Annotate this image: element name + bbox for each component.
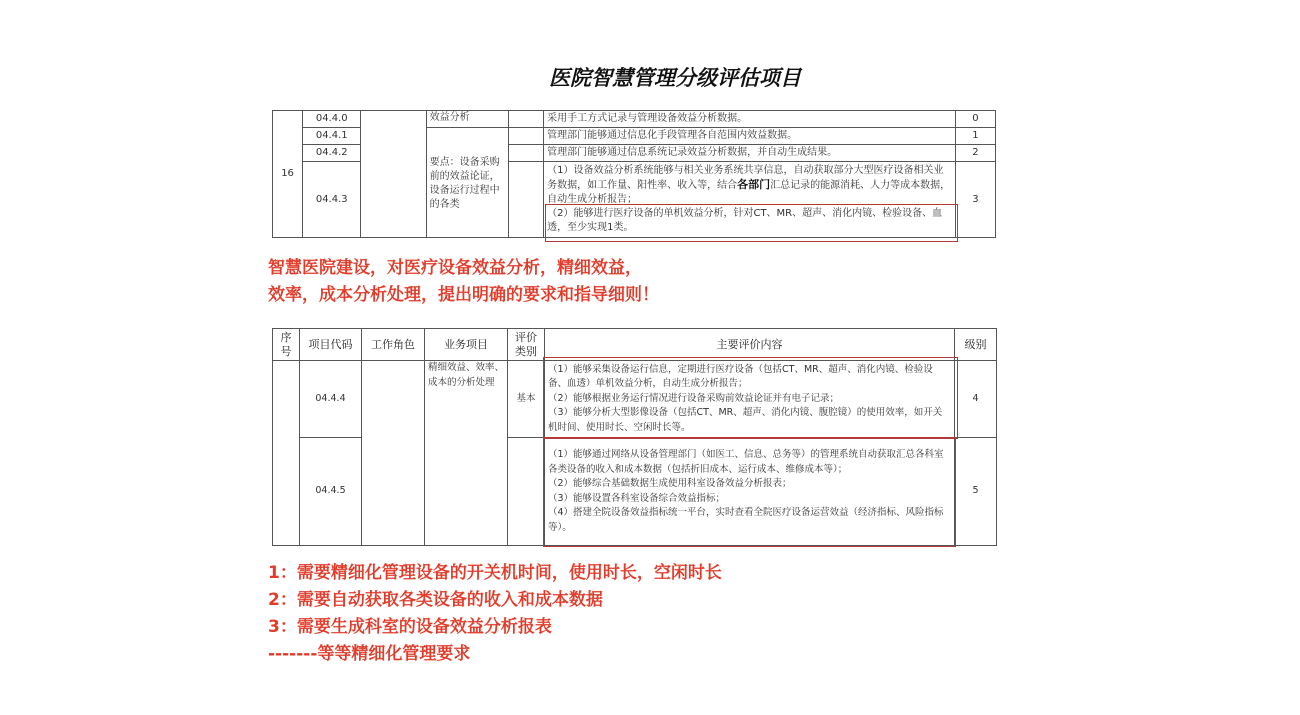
note-line: 3：需要生成科室的设备效益分析报表 — [268, 617, 552, 637]
business-cell: 精细效益、效率、成本的分析处理 — [425, 361, 508, 546]
level-cell: 2 — [955, 145, 995, 162]
page-title: 医院智慧管理分级评估项目 — [549, 66, 801, 90]
level-cell: 0 — [955, 111, 995, 128]
eval-type-cell — [508, 145, 543, 162]
level-cell: 5 — [955, 438, 997, 546]
content-item2: （2）能够进行医疗设备的单机效益分析，针对CT、MR、超声、消化内镜、检验设备、血透，至少实现1类。 — [547, 208, 943, 233]
code-cell: 04.4.4 — [300, 361, 362, 438]
content-cell — [544, 162, 956, 238]
content-item: （1）能够采集设备运行信息，定期进行医疗设备（包括CT、MR、超声、消化内镜、检验设备、血透）单机效益分析，自动生成分析报告； — [548, 363, 933, 390]
code-cell: 04.4.2 — [303, 145, 361, 162]
content-cell: 管理部门能够通过信息系统记录效益分析数据，并自动生成结果。 — [544, 145, 956, 162]
seq-cell: 16 — [273, 111, 303, 238]
header-seq: 序号 — [273, 329, 300, 361]
content-part2: 汇总记录的能源消耗、人力等成本数据，自动生成分析报告； — [547, 180, 951, 205]
header-code: 项目代码 — [300, 329, 362, 361]
content-cell: 采用手工方式记录与管理设备效益分析数据。 — [544, 111, 956, 128]
requirement-cell: 要点：设备采购前的效益论证，设备运行过程中的各类 — [426, 128, 508, 238]
highlight-text: 各部门 — [737, 178, 771, 191]
level-cell: 1 — [955, 128, 995, 145]
content-item: （3）能够分析大型影像设备（包括CT、MR、超声、消化内镜、腹腔镜）的使用效率，如开关机时间、使用时长、空闲时长等。 — [548, 407, 943, 433]
seq-cell — [273, 361, 300, 546]
note-line: 效率，成本分析处理，提出明确的要求和指导细则！ — [268, 285, 659, 305]
note-line: 智慧医院建设，对医疗设备效益分析，精细效益， — [268, 258, 642, 278]
role-cell — [362, 361, 425, 546]
content-part1: （1）设备效益分析系统能够与相关业务系统共享信息，自动获取部分大型医疗设备相关业务数据，如工作量、阳性率、收入等，结合 — [547, 165, 944, 191]
header-level: 级别 — [955, 329, 997, 361]
content-cell — [545, 361, 955, 438]
header-business: 业务项目 — [425, 329, 508, 361]
note-line: 2：需要自动获取各类设备的收入和成本数据 — [268, 590, 603, 610]
note-line: -------等等精细化管理要求 — [268, 644, 471, 664]
header-eval-type: 评价类别 — [508, 329, 545, 361]
code-cell: 04.4.3 — [303, 162, 361, 238]
code-cell: 04.4.1 — [303, 128, 361, 145]
content-item: （3）能够设置各科室设备综合效益指标； — [548, 492, 726, 504]
content-item: （1）能够通过网络从设备管理部门（如医工、信息、总务等）的管理系统自动获取汇总各科室各类设备的收入和成本数据（包括折旧成本、运行成本、维修成本等）； — [548, 449, 944, 475]
bottom-evaluation-table — [272, 328, 997, 546]
header-role: 工作角色 — [362, 329, 425, 361]
top-evaluation-table — [272, 110, 996, 238]
eval-type-cell — [508, 162, 543, 238]
content-cell: 管理部门能够通过信息化手段管理各自范围内效益数据。 — [544, 128, 956, 145]
top-notes — [268, 255, 659, 309]
business-cell: 效益分析 — [426, 111, 508, 128]
note-line: 1：需要精细化管理设备的开关机时间，使用时长，空闲时长 — [268, 563, 722, 583]
eval-type-cell — [508, 111, 543, 128]
eval-type-cell — [508, 128, 543, 145]
code-cell: 04.4.5 — [300, 438, 362, 546]
content-cell — [545, 438, 955, 546]
header-content: 主要评价内容 — [545, 329, 955, 361]
level-cell: 3 — [955, 162, 995, 238]
content-item: （2）能够综合基础数据生成使用科室设备效益分析报表； — [548, 478, 792, 489]
content-item: （4）搭建全院设备效益指标统一平台，实时查看全院医疗设备运营效益（经济指标、风险指标等）。 — [548, 507, 944, 533]
content-item: （2）能够根据业务运行情况进行设备采购前效益论证并有电子记录； — [548, 392, 840, 404]
level-cell: 4 — [955, 361, 997, 438]
role-cell — [361, 111, 426, 238]
eval-type-cell — [508, 438, 545, 546]
code-cell: 04.4.0 — [303, 111, 361, 128]
eval-type-cell: 基本 — [508, 361, 545, 438]
bottom-notes — [268, 560, 722, 668]
